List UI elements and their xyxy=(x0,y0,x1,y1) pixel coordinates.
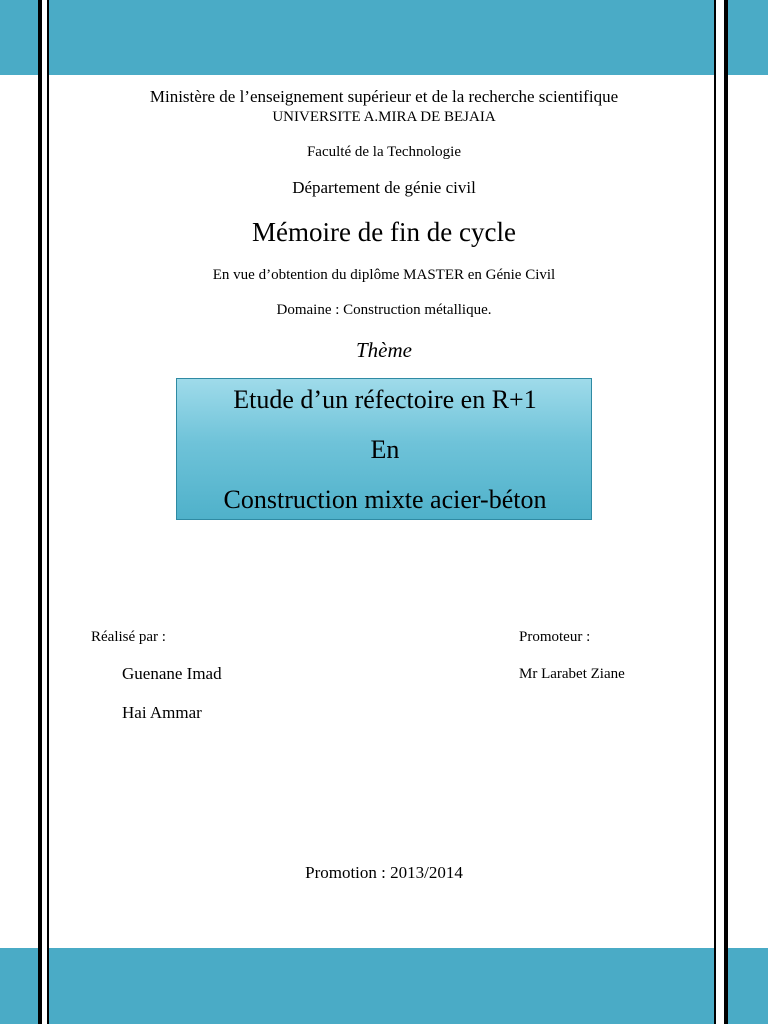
faculty-name: Faculté de la Technologie xyxy=(306,144,462,160)
promotion-year: Promotion : 2013/2014 xyxy=(305,863,463,882)
theme-title-box xyxy=(176,378,592,520)
theme-line-3: Construction mixte acier-béton xyxy=(223,485,547,514)
top-decorative-band xyxy=(0,0,768,75)
university-name: UNIVERSITE A.MIRA DE BEJAIA xyxy=(272,109,496,125)
authors-label: Réalisé par : xyxy=(91,629,166,645)
study-domain: Domaine : Construction métallique. xyxy=(276,302,492,318)
bottom-decorative-band xyxy=(0,948,768,1024)
supervisor-label: Promoteur : xyxy=(519,629,591,645)
theme-line-1: Etude d’un réfectoire en R+1 xyxy=(233,385,537,414)
theme-label: Thème xyxy=(356,338,412,362)
author-name: Guenane Imad xyxy=(122,664,222,683)
ministry-heading: Ministère de l’enseignement supérieur et de la recherche scientifique xyxy=(149,87,619,106)
department-name: Département de génie civil xyxy=(292,178,476,197)
document-title: Mémoire de fin de cycle xyxy=(252,217,516,247)
degree-purpose: En vue d’obtention du diplôme MASTER en Génie Civil xyxy=(212,267,556,283)
supervisor-name: Mr Larabet Ziane xyxy=(519,666,625,682)
theme-line-2: En xyxy=(370,435,400,464)
author-name: Hai Ammar xyxy=(122,703,202,722)
